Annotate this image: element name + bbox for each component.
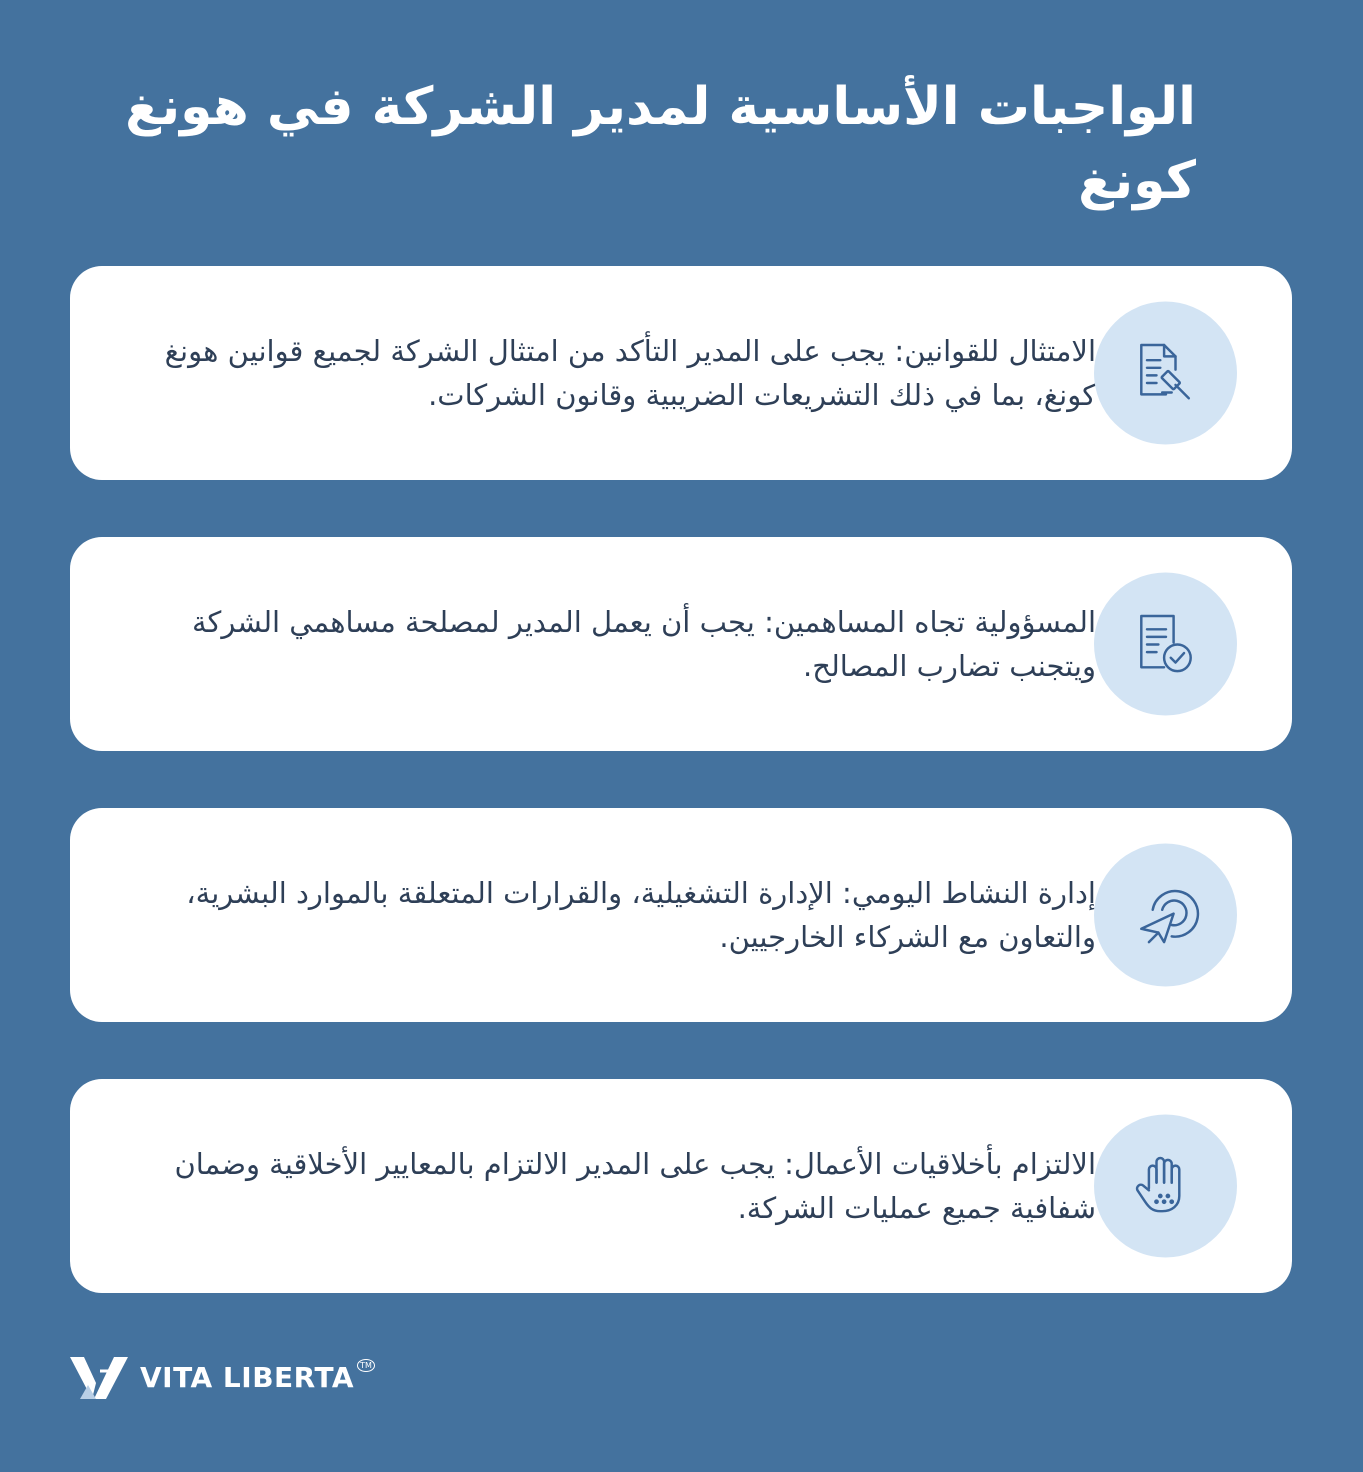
page-title: الواجبات الأساسية لمدير الشركة في هونغ كونغ (125, 77, 1196, 211)
hand-icon (1094, 1115, 1237, 1258)
brand-name: VITA LIBERTA (140, 1361, 355, 1394)
document-check-icon (1094, 573, 1237, 716)
brand-logo (70, 1355, 375, 1401)
duty-card-ethics (70, 1079, 1292, 1293)
cursor-target-icon (1094, 844, 1237, 987)
duty-card-shareholders (70, 537, 1292, 751)
duty-card-daily-operations (70, 808, 1292, 1022)
duty-text: الامتثال للقوانين: يجب على المدير التأكد من امتثال الشركة لجميع قوانين هونغ كونغ، بما في ذلك التشريعات الضريبية وقانون الشركات. (164, 334, 1096, 412)
trademark-mark: TM (357, 1359, 375, 1372)
duty-text: الالتزام بأخلاقيات الأعمال: يجب على المدير الالتزام بالمعايير الأخلاقية وضمان شفافية جميع عمليات الشركة. (174, 1147, 1096, 1225)
duty-text: إدارة النشاط اليومي: الإدارة التشغيلية، والقرارات المتعلقة بالموارد البشرية، والتعاون مع الشركاء الخارجيين. (186, 876, 1096, 954)
document-gavel-icon (1094, 302, 1237, 445)
duty-text: المسؤولية تجاه المساهمين: يجب أن يعمل المدير لمصلحة مساهمي الشركة ويتجنب تضارب المصالح. (191, 605, 1096, 683)
vita-liberta-logo-icon (70, 1355, 130, 1401)
duty-card-compliance (70, 266, 1292, 480)
